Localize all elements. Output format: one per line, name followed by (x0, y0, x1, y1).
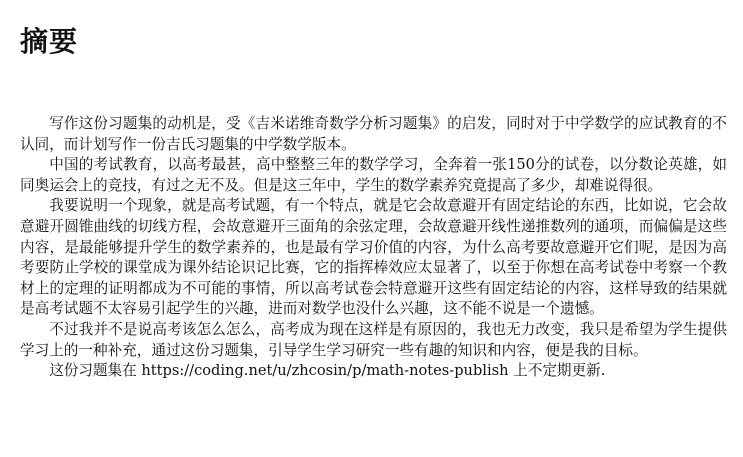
repository-url: https://coding.net/u/zhcosin/p/math-notes-publish (141, 362, 509, 380)
paragraph-exam-phenomenon: 我要说明一个现象，就是高考试题，有一个特点，就是它会故意避开有固定结论的东西，比如说，它会故意避开圆锥曲线的切线方程，会故意避开三面角的余弦定理，会故意避开线性递推数列的通项，而偏偏是这些内容，是最能够提升学生的数学素养的，也是最有学习价值的内容，为什么高考要故意避开它们呢，是因为高考要防止学校的课堂成为课外结论识记比赛，它的指挥棒效应太显著了，以至于你想在高考试卷中考察一个教材上的定理的证明都成为不可能的事情，所以高考试卷会特意避开这些有固定结论的内容，这样导致的结果就是高考试题不太容易引起学生的兴趣，进而对数学也没什么兴趣，这不能不说是一个遗憾。 (20, 197, 727, 318)
update-prefix: 这份习题集在 (49, 362, 142, 380)
paragraph-motivation: 写作这份习题集的动机是，受《吉米诺维奇数学分析习题集》的启发，同时对于中学数学的应试教育的不认同，而计划写作一份吉氏习题集的中学数学版本。 (20, 115, 727, 153)
paragraph-update-info (20, 361, 727, 382)
document-page (20, 22, 727, 382)
update-suffix: 上不定期更新. (508, 362, 606, 380)
abstract-body (20, 114, 727, 382)
paragraph-goal: 不过我并不是说高考该怎么怎么，高考成为现在这样是有原因的，我也无力改变，我只是希望为学生提供学习上的一种补充，通过这份习题集，引导学生学习研究一些有趣的知识和内容，便是我的目标。 (20, 320, 727, 359)
abstract-title: 摘要 (20, 25, 79, 58)
paragraph-exam-education: 中国的考试教育，以高考最甚，高中整整三年的数学学习，全奔着一张150分的试卷，以分数论英雄，如同奥运会上的竞技，有过之无不及。但是这三年中，学生的数学素养究竟提高了多少，却难说得很。 (20, 156, 727, 194)
